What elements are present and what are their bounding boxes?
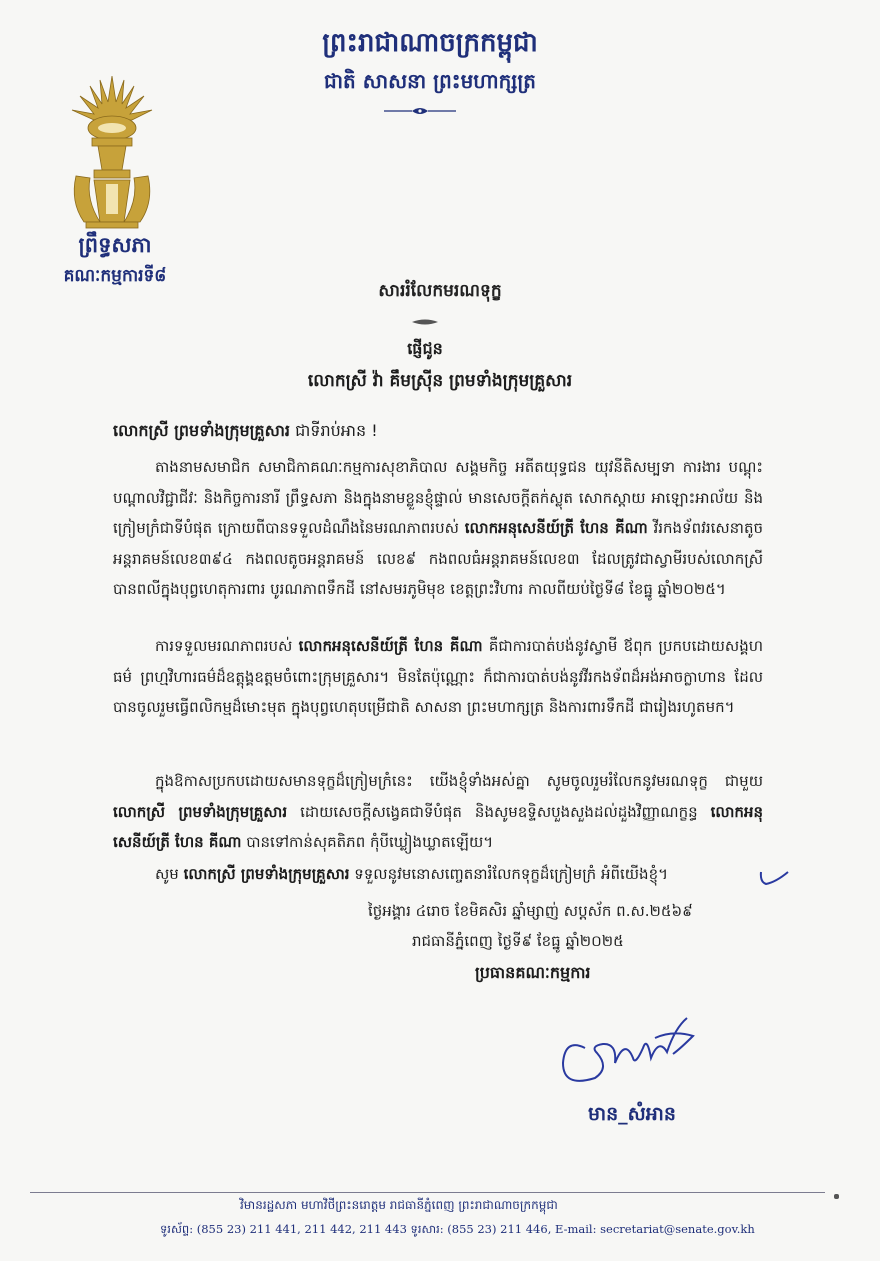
- lunar-date: ថ្ងៃអង្គារ ៤រោច ខែមិគសិរ ឆ្នាំម្សាញ់ សប្តស័ក ព.ស.២៥៦៩: [368, 902, 693, 920]
- place-date: រាជធានីភ្នំពេញ ថ្ងៃទី៩ ខែធ្នូ ឆ្នាំ២០២៥: [412, 932, 624, 950]
- ornament-icon: [382, 105, 458, 117]
- deceased-name: លោកអនុសេនីយ៍ត្រី ហែន គីណា: [113, 802, 763, 851]
- paragraph-4: [113, 859, 763, 890]
- paragraph-text: បានទៅកាន់សុគតិភព កុំបីឃ្លៀងឃ្លាតឡើយ។: [241, 833, 494, 851]
- family-name: លោកស្រី ព្រមទាំងក្រុមគ្រួសារ: [183, 865, 350, 883]
- salutation: [113, 420, 378, 444]
- to-label: ផ្ញើជូន: [407, 339, 443, 358]
- senate-name: ព្រឹទ្ធសភា: [78, 233, 152, 257]
- national-motto: ជាតិ សាសនា ព្រះមហាក្សត្រ: [324, 69, 536, 93]
- paragraph-text: ទទួលនូវមនោសញ្ចេតនារំលែកទុក្ខដ៏ក្រៀមក្រំ អំពីយើងខ្ញុំ។: [349, 865, 668, 883]
- senate-emblem-icon: [64, 72, 160, 232]
- salutation-text: ជាទីរាប់អាន !: [289, 421, 378, 440]
- paragraph-text: សូម: [155, 865, 184, 883]
- signature-mark: [555, 1008, 705, 1098]
- salutation-addressee: លោកស្រី ព្រមទាំងក្រុមគ្រួសារ: [113, 421, 290, 440]
- paragraph-text: ក្នុងឱកាសប្រកបដោយសមានទុក្ខដ៏ក្រៀមក្រំនេះ យើងខ្ញុំទាំងអស់គ្នា សូមចូលរួមរំលែកនូវមរណទុក្ខ ជាមួយ: [155, 772, 763, 790]
- ornament-icon: [410, 318, 440, 326]
- paragraph-2: [113, 631, 763, 723]
- deceased-name: លោកអនុសេនីយ៍ត្រី ហែន គីណា: [464, 519, 648, 537]
- paragraph-3: [113, 766, 763, 858]
- paragraph-1: [113, 452, 763, 605]
- signer-name: មាន_សំអាន: [588, 1103, 676, 1125]
- letter-title: សាររំលែកមរណទុក្ខ: [378, 281, 502, 301]
- commission-name: គណៈកម្មការទី៨: [63, 266, 167, 286]
- paragraph-text: ការទទួលមរណភាពរបស់: [155, 637, 299, 655]
- kingdom-name: ព្រះរាជាណាចក្រកម្ពុជា: [322, 28, 538, 58]
- footer-contacts: ទូរស័ព្ទ: (855 23) 211 441, 211 442, 211 443 ទូរសារ: (855 23) 211 446, E-mail: secretariat@senate.gov.kh: [160, 1222, 755, 1236]
- check-mark-icon: [758, 866, 790, 888]
- deceased-name: លោកអនុសេនីយ៍ត្រី ហែន គីណា: [298, 637, 483, 655]
- paragraph-text: គឺជាការបាត់បង់នូវស្វាមី ឪពុក ប្រកបដោយសង្គហធម៌ ព្រហ្មវិហារធម៌ដ៏ឧត្តុង្គឧត្តមចំពោះក្រុមគ្រួសារ។ មិនតែប៉ុណ្ណោះ ក៏ជាការបាត់បង់នូវវីរកងទ័ពដ៏អង់អាចក្លាហាន ដែលបានចូលរួមធ្វើពលិកម្មដ៏មោះមុត ក្នុងបុព្វហេតុបម្រើជាតិ សាសនា ព្រះមហាក្សត្រ និងការពារទឹកដី ជារៀងរហូតមក។: [113, 637, 763, 716]
- footer-address: វិមានរដ្ឋសភា មហាវិថីព្រះនរោត្តម រាជធានីភ្នំពេញ ព្រះរាជាណាចក្រកម្ពុជា: [240, 1198, 558, 1212]
- footer-divider: [30, 1192, 825, 1193]
- paragraph-text: តាងនាមសមាជិក សមាជិកាគណៈកម្មការសុខាភិបាល សង្គមកិច្ច អតីតយុទ្ធជន យុវនីតិសម្បទា ការងារ បណ្តុះបណ្តាលវិជ្ជាជីវៈ និងកិច្ចការនារី ព្រឹទ្ធសភា និងក្នុងនាមខ្លួនខ្ញុំផ្ទាល់ មានសេចក្តីតក់ស្លុត សោកស្តាយ អាឡោះអាល័យ និងក្រៀមក្រំជាទីបំផុត ក្រោយពីបានទទួលដំណឹងនៃមរណភាពរបស់: [113, 458, 763, 537]
- scan-speck: [834, 1194, 839, 1199]
- signer-title: ប្រធានគណៈកម្មការ: [475, 963, 591, 982]
- family-name: លោកស្រី ព្រមទាំងក្រុមគ្រួសារ: [113, 802, 288, 821]
- paragraph-text: ដោយសេចក្តីសង្វេគជាទីបំផុត និងសូមឧទ្ទិសបួងសួងដល់ដួងវិញ្ញាណក្ខន្ធ: [287, 802, 711, 821]
- recipient-name: លោកស្រី វ៉ា គឹមស្រ៊ីន ព្រមទាំងក្រុមគ្រួសារ: [307, 371, 573, 391]
- paragraph-text: វីរកងទ័ពវរសេនាតូចអន្តរាគមន៍លេខ៣៩៤ កងពលតូចអន្តរាគមន៍ លេខ៩ កងពលធំអន្តរាគមន៍លេខ៣ ដែលត្រូវជាស្វាមីរបស់លោកស្រី បានពលីក្នុងបុព្វហេតុការពារ បូរណភាពទឹកដី នៅសមរភូមិមុខ ខេត្តព្រះវិហារ កាលពីយប់ថ្ងៃទី៨ ខែធ្នូ ឆ្នាំ២០២៥។: [113, 519, 763, 598]
